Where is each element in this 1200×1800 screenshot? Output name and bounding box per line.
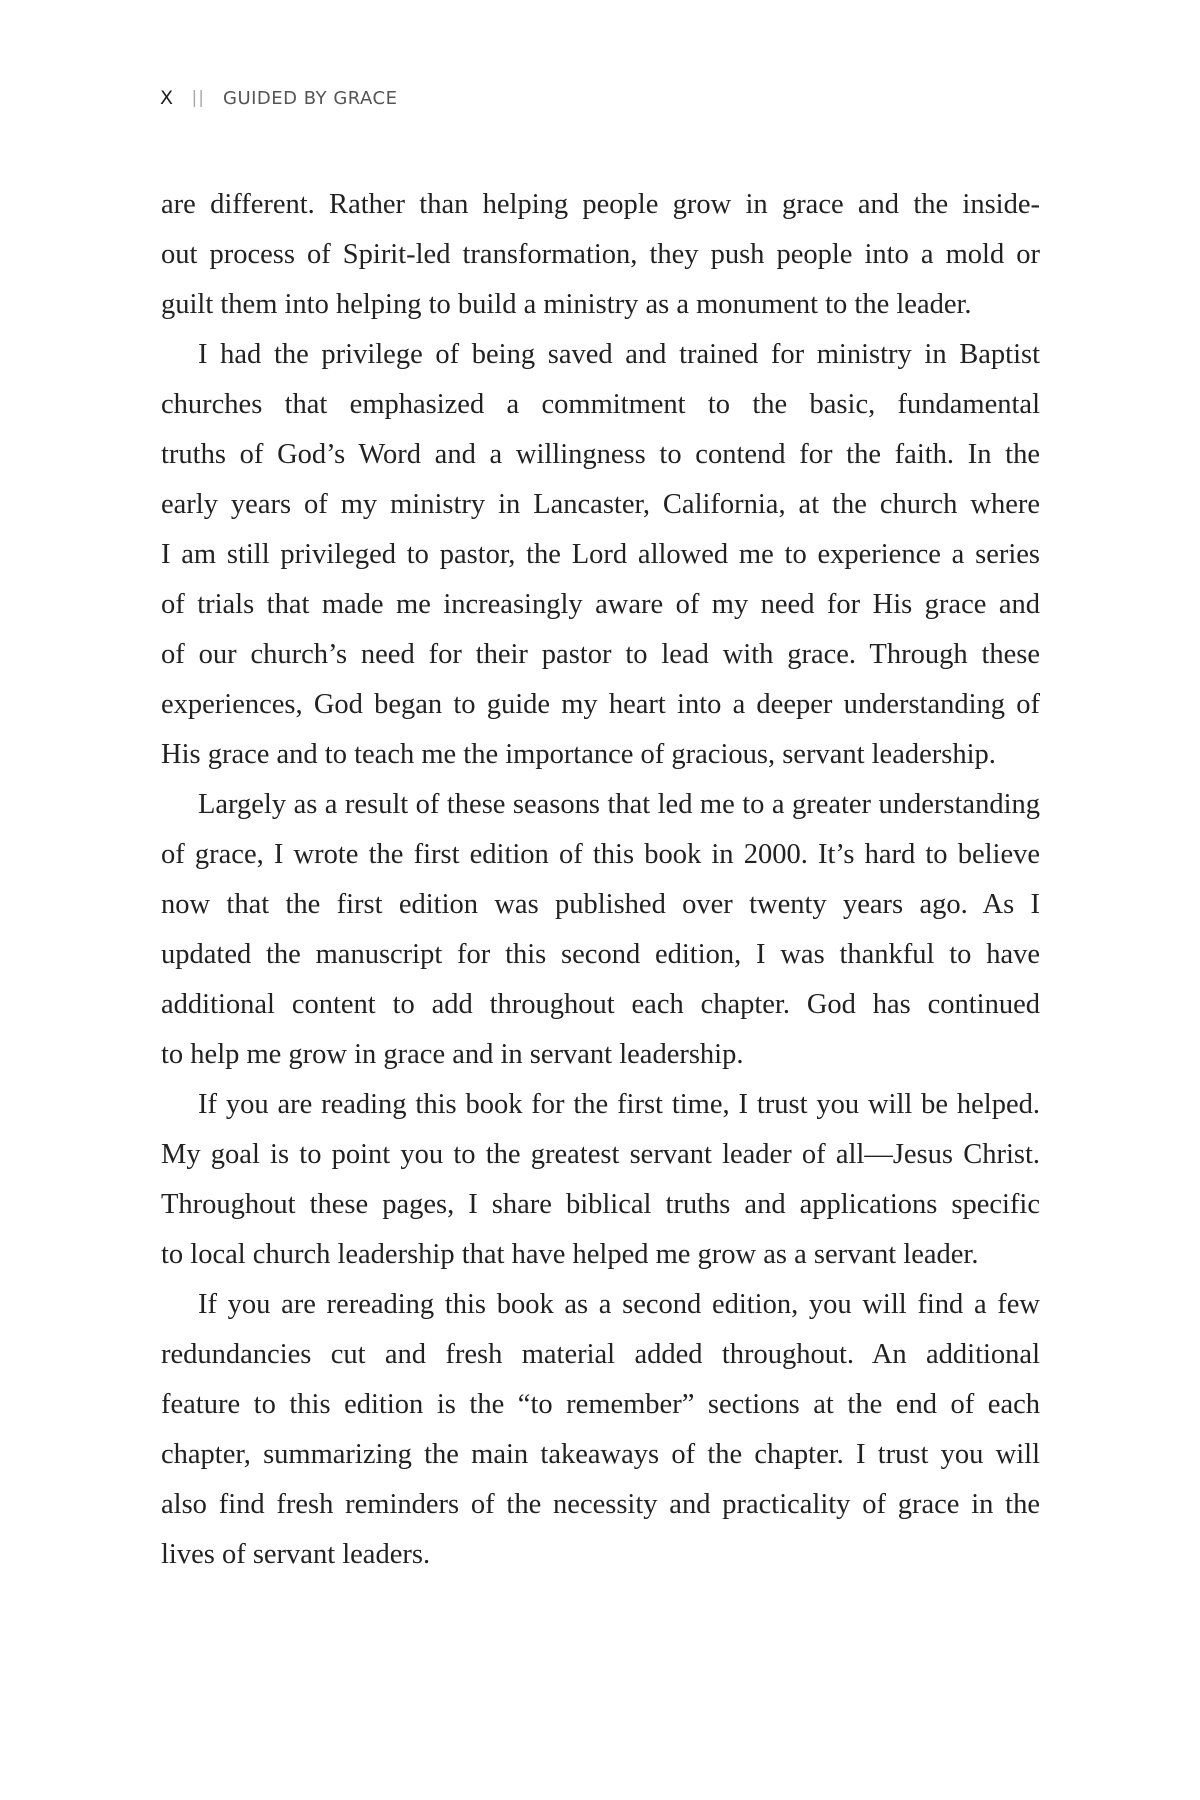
text-line: experiences, God began to guide my heart into a deeper understanding of: [161, 689, 1040, 720]
text-line: truths of God’s Word and a willingness to contend for the faith. In the: [161, 439, 1040, 470]
text-line: out process of Spirit-led transformation, they push people into a mold or: [161, 239, 1040, 270]
text-line: I had the privilege of being saved and trained for ministry in Baptist: [198, 339, 1040, 370]
paragraph: [161, 1080, 1040, 1280]
running-head: [160, 86, 398, 110]
text-line: also find fresh reminders of the necessity and practicality of grace in the: [161, 1489, 1040, 1520]
text-line: of grace, I wrote the first edition of this book in 2000. It’s hard to believe: [161, 839, 1040, 870]
text-line: feature to this edition is the “to remember” sections at the end of each: [161, 1389, 1040, 1420]
text-line: of trials that made me increasingly aware of my need for His grace and: [161, 589, 1040, 620]
text-line: My goal is to point you to the greatest servant leader of all—Jesus Christ.: [161, 1139, 1040, 1170]
text-line: His grace and to teach me the importance of gracious, servant leadership.: [161, 739, 996, 770]
text-line: early years of my ministry in Lancaster, California, at the church where: [161, 489, 1040, 520]
text-line: If you are reading this book for the first time, I trust you will be helped.: [198, 1089, 1040, 1120]
page-number: X: [160, 87, 174, 109]
paragraph: [161, 780, 1040, 1080]
text-line: of our church’s need for their pastor to lead with grace. Through these: [161, 639, 1040, 670]
text-line: I am still privileged to pastor, the Lord allowed me to experience a series: [161, 539, 1040, 570]
text-line: additional content to add throughout each chapter. God has continued: [161, 989, 1040, 1020]
text-line: churches that emphasized a commitment to the basic, fundamental: [161, 389, 1040, 420]
text-line: redundancies cut and fresh material added throughout. An additional: [161, 1339, 1040, 1370]
text-line: lives of servant leaders.: [161, 1539, 431, 1570]
book-title: GUIDED BY GRACE: [223, 87, 398, 109]
paragraph: [161, 180, 1040, 330]
text-line: updated the manuscript for this second edition, I was thankful to have: [161, 939, 1040, 970]
text-line: If you are rereading this book as a second edition, you will find a few: [198, 1289, 1040, 1320]
text-line: guilt them into helping to build a ministry as a monument to the leader.: [161, 289, 972, 320]
text-line: are different. Rather than helping people grow in grace and the inside-: [161, 189, 1040, 220]
text-line: to help me grow in grace and in servant leadership.: [161, 1039, 744, 1070]
text-line: to local church leadership that have helped me grow as a servant leader.: [161, 1239, 979, 1270]
text-line: Throughout these pages, I share biblical truths and applications specific: [161, 1189, 1040, 1220]
text-line: Largely as a result of these seasons that led me to a greater understanding: [198, 789, 1040, 820]
text-line: chapter, summarizing the main takeaways of the chapter. I trust you will: [161, 1439, 1040, 1470]
paragraph: [161, 330, 1040, 780]
header-separator: ||: [191, 88, 205, 108]
body-text: [161, 180, 1040, 1580]
paragraph: [161, 1280, 1040, 1580]
text-line: now that the first edition was published over twenty years ago. As I: [161, 889, 1040, 920]
